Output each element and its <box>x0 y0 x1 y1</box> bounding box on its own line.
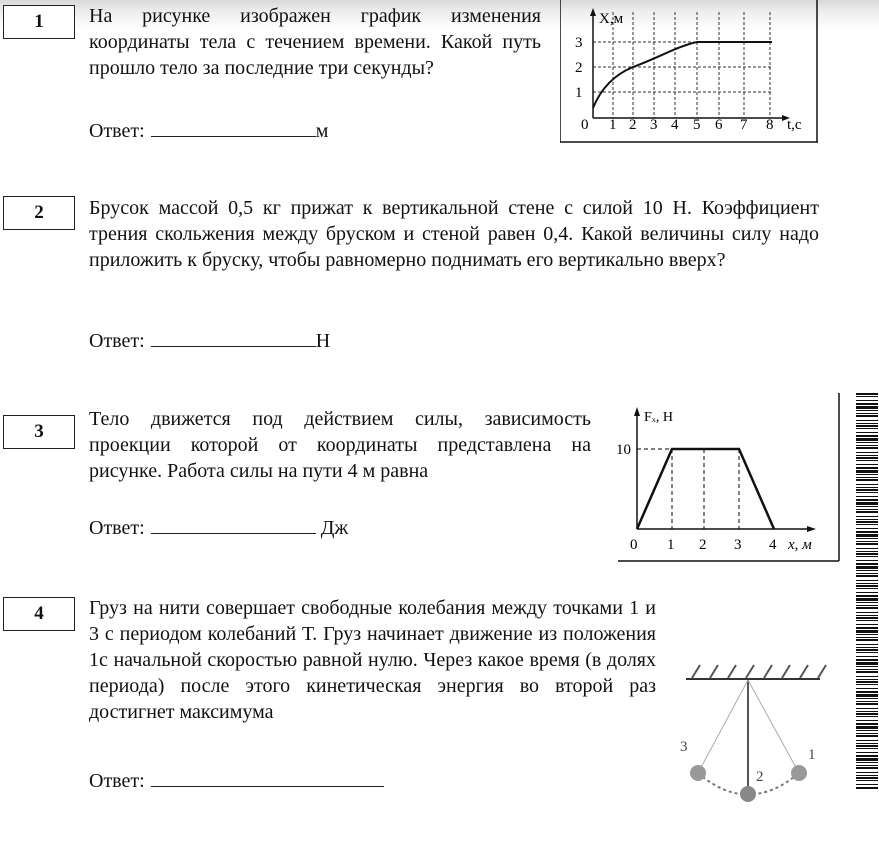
barcode-bar <box>856 489 878 491</box>
x-tick-label: 1 <box>609 117 617 133</box>
barcode-bar <box>856 548 878 549</box>
barcode-bar <box>856 627 878 629</box>
barcode-bar <box>856 595 878 597</box>
origin-label: 0 <box>630 537 638 553</box>
pendulum-bob-1 <box>791 765 807 781</box>
barcode-bar <box>856 780 878 781</box>
barcode-bar <box>856 691 878 693</box>
answer-unit: Н <box>315 330 331 352</box>
x-tick-label: 7 <box>740 117 748 133</box>
barcode-bar <box>856 479 878 481</box>
answer-unit: Дж <box>320 517 349 539</box>
barcode-bar <box>856 521 878 523</box>
question-3-text: Тело движется под действием силы, зависимость проекции которой от координаты представлена на рисунке. Работа силы на пути 4 м равна <box>89 408 591 482</box>
answer-blank[interactable] <box>151 326 316 347</box>
barcode-bar <box>856 455 878 456</box>
y-axis-label: Fₓ, Н <box>644 410 673 425</box>
barcode-bar <box>856 740 878 741</box>
pendulum-bob-3 <box>690 765 706 781</box>
x-tick-label: 1 <box>667 537 675 553</box>
barcode-bar <box>856 743 878 744</box>
barcode-bar <box>856 748 878 749</box>
x-tick-label: 2 <box>699 537 707 553</box>
barcode-bar <box>856 592 878 593</box>
y-tick-label: 10 <box>616 442 631 458</box>
barcode-bar <box>856 516 878 517</box>
barcode-bar <box>856 711 878 712</box>
barcode-bar <box>856 413 878 414</box>
barcode-bar <box>856 543 878 545</box>
barcode-bar <box>856 457 878 459</box>
barcode-bar <box>856 666 878 667</box>
barcode-bar <box>856 396 878 397</box>
barcode-bar <box>856 570 878 571</box>
y-axis-label: X,м <box>599 11 624 27</box>
barcode-bar <box>856 659 878 661</box>
barcode-bar <box>856 553 878 555</box>
barcode-bar <box>856 393 878 395</box>
position-label-2: 2 <box>756 769 764 785</box>
barcode-bar <box>856 612 878 613</box>
barcode-bar <box>856 438 878 441</box>
barcode-bar <box>856 701 878 702</box>
coordinate-time-graph <box>560 0 818 145</box>
barcode-bar <box>856 435 878 437</box>
barcode-bar <box>856 615 878 616</box>
barcode-bar <box>856 758 878 761</box>
barcode-bar <box>856 492 878 493</box>
barcode-bar <box>856 787 878 789</box>
answer-label: Ответ: <box>89 517 145 539</box>
barcode-bar <box>856 406 878 409</box>
barcode <box>856 393 878 790</box>
barcode-bar <box>856 620 878 621</box>
question-3-number: 3 <box>3 415 75 449</box>
barcode-bar <box>856 415 878 417</box>
barcode-bar <box>856 477 878 478</box>
barcode-bar <box>856 630 878 633</box>
barcode-bar <box>856 679 878 680</box>
x-tick-label: 2 <box>629 117 637 133</box>
position-label-1: 1 <box>808 747 816 763</box>
barcode-bar <box>856 425 878 427</box>
x-tick-label: 4 <box>671 117 679 133</box>
barcode-bar <box>856 694 878 697</box>
x-tick-label: 3 <box>650 117 658 133</box>
barcode-bar <box>856 573 878 574</box>
barcode-bar <box>856 528 878 529</box>
barcode-bar <box>856 563 878 565</box>
barcode-bar <box>856 583 878 584</box>
barcode-bar <box>856 511 878 513</box>
question-1-text: На рисунке изображен график изменения координаты тела с течением времени. Какой путь прошло тело за последние три секунды? <box>89 5 541 79</box>
barcode-bar <box>856 772 878 773</box>
x-axis-label: t,c <box>787 117 802 133</box>
barcode-bar <box>856 767 878 769</box>
y-tick-label: 3 <box>575 35 583 51</box>
barcode-bar <box>856 487 878 488</box>
barcode-bar <box>856 669 878 670</box>
graph-curve <box>593 42 772 108</box>
barcode-bar <box>856 634 878 635</box>
barcode-bar <box>856 423 878 424</box>
barcode-bar <box>856 519 878 520</box>
barcode-bar <box>856 656 878 657</box>
barcode-bar <box>856 534 878 537</box>
barcode-bar <box>856 716 878 717</box>
answer-unit: м <box>315 120 329 142</box>
barcode-bar <box>856 531 878 533</box>
barcode-bar <box>856 428 878 429</box>
barcode-bar <box>856 566 878 569</box>
barcode-bar <box>856 420 878 421</box>
x-tick-label: 8 <box>766 117 774 133</box>
question-4-number: 4 <box>3 597 75 631</box>
barcode-bar <box>856 585 878 587</box>
question-1-number: 1 <box>3 5 75 39</box>
barcode-bar <box>856 730 878 731</box>
barcode-bar <box>856 639 878 641</box>
force-curve <box>637 449 774 529</box>
barcode-bar <box>856 502 878 505</box>
barcode-bar <box>856 460 878 461</box>
origin-label: 0 <box>581 117 589 133</box>
barcode-bar <box>856 647 878 648</box>
barcode-bar <box>856 605 878 606</box>
barcode-bar <box>856 671 878 673</box>
x-tick-label: 4 <box>769 537 777 553</box>
barcode-bar <box>856 452 878 453</box>
answer-blank[interactable] <box>151 513 316 534</box>
barcode-bar <box>856 447 878 449</box>
pendulum-bob-2 <box>740 786 756 802</box>
answer-blank[interactable] <box>151 766 384 787</box>
barcode-bar <box>856 524 878 525</box>
barcode-bar <box>856 470 878 473</box>
barcode-bar <box>856 733 878 734</box>
barcode-bar <box>856 698 878 699</box>
barcode-bar <box>856 777 878 779</box>
question-3-answer-line <box>89 513 348 540</box>
barcode-bar <box>856 499 878 501</box>
barcode-bar <box>856 637 878 638</box>
barcode-bar <box>856 556 878 557</box>
barcode-bar <box>856 580 878 581</box>
y-tick-label: 2 <box>575 60 583 76</box>
pendulum-figure <box>672 651 834 811</box>
barcode-bar <box>856 726 878 729</box>
x-tick-label: 6 <box>715 117 723 133</box>
barcode-bar <box>856 775 878 776</box>
question-2-number: 2 <box>3 196 75 230</box>
barcode-bar <box>856 688 878 689</box>
question-4-answer-line <box>89 766 384 793</box>
barcode-bar <box>856 541 878 542</box>
barcode-bar <box>856 784 878 785</box>
question-2-answer-line <box>89 326 330 353</box>
barcode-bar <box>856 617 878 619</box>
question-2-text: Брусок массой 0,5 кг прижат к вертикальной стене с силой 10 Н. Коэффициент трения скольжения между бруском и стеной равен 0,4. Какой величины силу надо приложить к бруску, чтобы равномерно поднимать его вертикально вверх? <box>89 197 819 271</box>
barcode-bar <box>856 644 878 645</box>
barcode-bar <box>856 464 878 465</box>
barcode-bar <box>856 745 878 747</box>
barcode-bar <box>856 713 878 715</box>
answer-label: Ответ: <box>89 120 145 142</box>
barcode-bar <box>856 752 878 753</box>
barcode-bar <box>856 442 878 443</box>
barcode-bar <box>856 684 878 685</box>
barcode-bar <box>856 703 878 705</box>
barcode-bar <box>856 496 878 497</box>
barcode-bar <box>856 551 878 552</box>
barcode-bar <box>856 432 878 433</box>
barcode-bar <box>856 538 878 539</box>
answer-label: Ответ: <box>89 330 145 352</box>
barcode-bar <box>856 474 878 475</box>
barcode-bar <box>856 720 878 721</box>
question-1-answer-line <box>89 116 328 143</box>
barcode-bar <box>856 681 878 683</box>
barcode-bar <box>856 762 878 763</box>
barcode-bar <box>856 484 878 485</box>
barcode-bar <box>856 403 878 405</box>
barcode-bar <box>856 509 878 510</box>
barcode-bar <box>856 755 878 757</box>
barcode-bar <box>856 400 878 401</box>
answer-label: Ответ: <box>89 770 145 792</box>
question-4-text: Груз на нити совершает свободные колебания между точками 1 и 3 с периодом колебаний Т. Груз начинает движение из положения 1с начальной скоростью равной нулю. Через какое время (в долях периода) после этого кинетическая энергия во второй раз достигнет максимума <box>89 597 656 723</box>
answer-blank[interactable] <box>151 116 316 137</box>
x-tick-label: 5 <box>693 117 701 133</box>
barcode-bar <box>856 708 878 709</box>
barcode-bar <box>856 607 878 609</box>
barcode-bar <box>856 652 878 653</box>
x-axis-label: x, м <box>788 537 812 553</box>
barcode-bar <box>856 506 878 507</box>
barcode-bar <box>856 467 878 469</box>
barcode-bar <box>856 765 878 766</box>
barcode-bar <box>856 602 878 603</box>
barcode-bar <box>856 735 878 737</box>
barcode-bar <box>856 575 878 577</box>
barcode-bar <box>856 410 878 411</box>
barcode-bar <box>856 662 878 665</box>
barcode-bar <box>856 624 878 625</box>
barcode-bar <box>856 723 878 725</box>
barcode-bar <box>856 445 878 446</box>
y-tick-label: 1 <box>575 85 583 101</box>
x-tick-label: 3 <box>734 537 742 553</box>
barcode-bar <box>856 676 878 677</box>
barcode-bar <box>856 649 878 651</box>
force-coordinate-graph <box>600 393 842 563</box>
barcode-bar <box>856 560 878 561</box>
barcode-bar <box>856 598 878 601</box>
barcode-bar <box>856 588 878 589</box>
position-label-3: 3 <box>680 739 688 755</box>
